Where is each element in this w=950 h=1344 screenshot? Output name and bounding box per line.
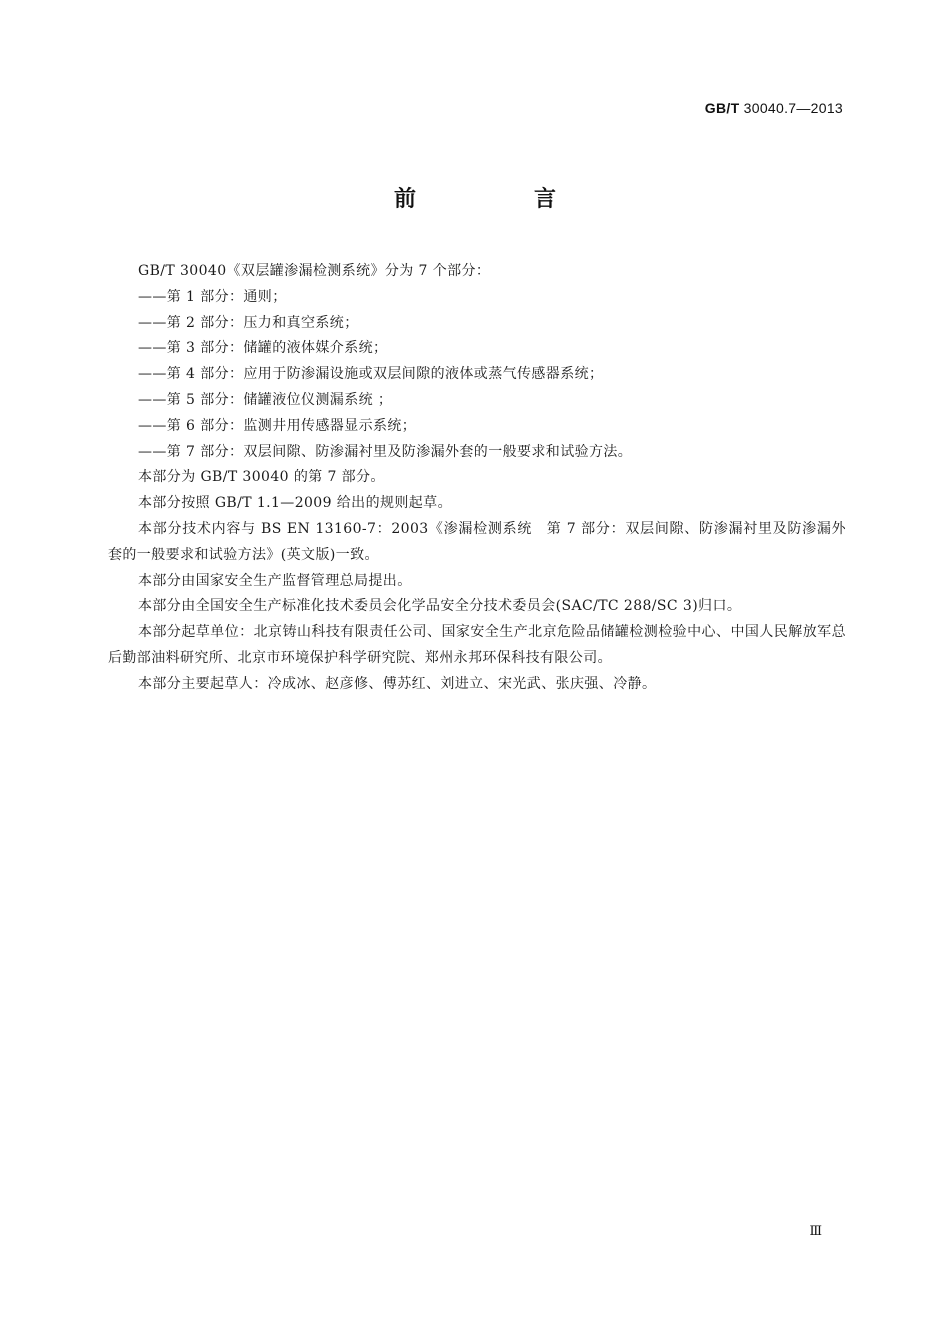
foreword-body	[108, 259, 846, 698]
page-title: 前 言	[393, 187, 604, 212]
paragraph-part-statement: 本部分为 GB/T 30040 的第 7 部分。	[138, 469, 385, 486]
list-item-part-6: ——第 6 部分：监测井用传感器显示系统；	[138, 417, 417, 434]
page-number: Ⅲ	[809, 1224, 822, 1239]
paragraph-equivalence: 本部分技术内容与 BS EN 13160-7：2003《渗漏检测系统 第 7 部分：双层间隙、防渗漏衬里及防渗漏外套的一般要求和试验方法》(英文版)一致。	[108, 520, 846, 563]
list-item-part-5: ——第 5 部分：储罐液位仪测漏系统 ；	[138, 391, 393, 408]
list-item-part-7: ——第 7 部分：双层间隙、防渗漏衬里及防渗漏外套的一般要求和试验方法。	[138, 443, 633, 460]
paragraph-proposer: 本部分由国家安全生产监督管理总局提出。	[138, 572, 412, 589]
standard-prefix: GB/T	[704, 100, 740, 116]
paragraph-drafting-units: 本部分起草单位：北京铸山科技有限责任公司、国家安全生产北京危险品储罐检测检验中心、中国人民解放军总后勤部油料研究所、北京市环境保护科学研究院、郑州永邦环保科技有限公司。	[108, 624, 846, 666]
paragraph-drafters: 本部分主要起草人：冷成冰、赵彦修、傅苏红、刘进立、宋光武、张庆强、冷静。	[138, 675, 657, 692]
paragraph-drafting-rules: 本部分按照 GB/T 1.1—2009 给出的规则起草。	[138, 495, 452, 512]
list-item-part-3: ——第 3 部分：储罐的液体媒介系统；	[138, 340, 388, 357]
list-item-part-1: ——第 1 部分：通则；	[138, 288, 287, 305]
list-item-part-2: ——第 2 部分：压力和真空系统；	[138, 314, 359, 331]
list-item-part-4: ——第 4 部分：应用于防渗漏设施或双层间隙的液体或蒸气传感器系统；	[138, 366, 604, 383]
standard-number-header	[705, 100, 843, 116]
paragraph-intro: GB/T 30040《双层罐渗漏检测系统》分为 7 个部分：	[138, 263, 491, 279]
paragraph-committee: 本部分由全国安全生产标准化技术委员会化学品安全分技术委员会(SAC/TC 288/SC 3)归口。	[138, 598, 742, 615]
standard-code: 30040.7—2013	[743, 100, 843, 116]
